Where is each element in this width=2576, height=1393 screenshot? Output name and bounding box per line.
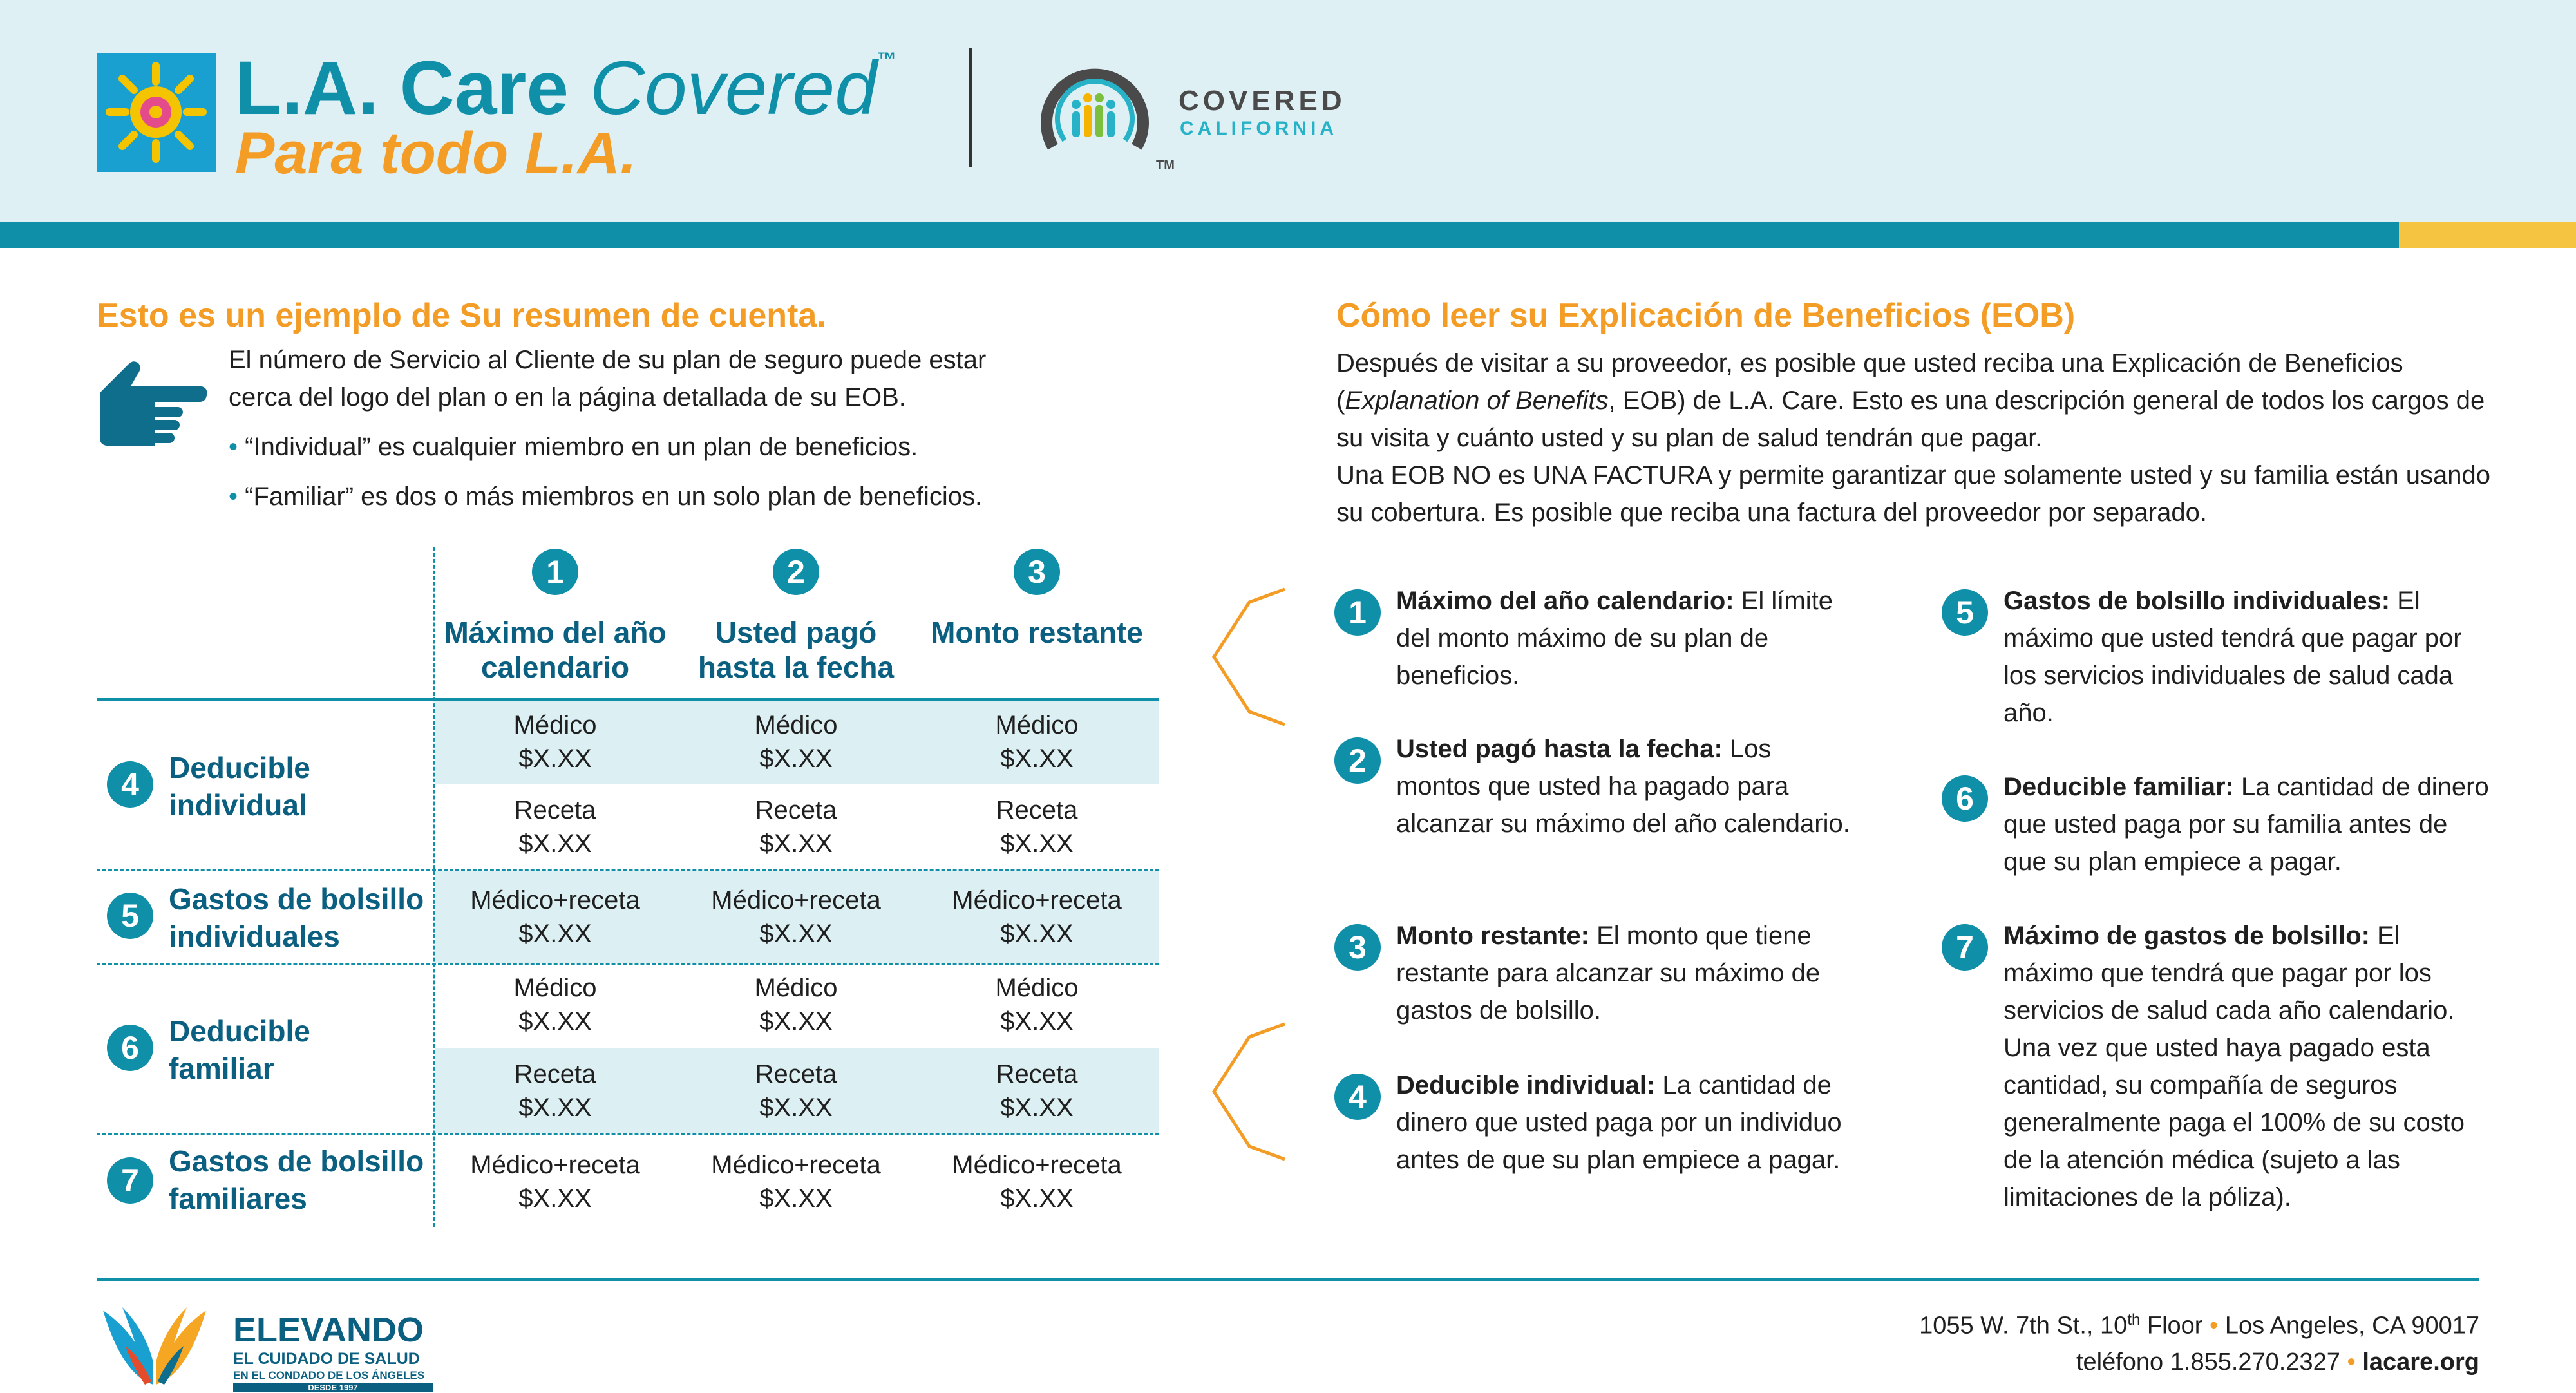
item-term: Deducible familiar: [2003,773,2234,801]
table-cell [677,708,915,775]
pointing-hand-icon [93,348,209,451]
item-desc: El monto que tiene restante para alcanzar su máximo de gastos de bolsillo. [1396,922,1821,1025]
bullet-dot: • [229,433,238,461]
separator: • [2347,1348,2356,1376]
left-section-title: Esto es un ejemplo de Su resumen de cuenta. [97,297,826,334]
cell-amount: $X.XX [759,744,833,773]
intro-note: Una EOB NO es UNA FACTURA y permite garantizar que solamente usted y su familia están usando su cobertura. Es posible que reciba una factura del proveedor por separado. [1336,461,2490,527]
cell-label: Receta [996,1060,1078,1088]
cell-amount: $X.XX [518,829,592,858]
table-cell [436,884,674,951]
table-cell [436,1057,674,1124]
cell-label: Médico+receta [711,1151,881,1179]
floor-suffix: th [2127,1311,2141,1329]
column-header-usted-pago: Usted pagó hasta la fecha [697,616,895,684]
row-label-line: familiares [169,1182,307,1215]
explanation-item [2003,917,2493,1216]
item-number-badge: 3 [1334,924,1381,971]
logo-line-since: DESDE 1997 [233,1383,433,1392]
cell-label: Médico [513,711,597,739]
sun-icon [97,53,216,172]
footer-logo-text [233,1312,433,1392]
item-term: Monto restante: [1396,922,1589,950]
row-label-gastos-familiares [169,1142,424,1217]
row-label-deducible-individual [169,749,310,824]
cell-amount: $X.XX [518,1094,592,1122]
right-intro-paragraph [1336,345,2508,531]
cell-label: Receta [996,796,1078,824]
table-cell [918,971,1156,1038]
table-cell [918,793,1156,860]
header-divider [969,48,972,167]
cell-amount: $X.XX [1000,920,1074,948]
row-label-line: familiar [169,1052,274,1085]
brand-tm: ™ [876,49,896,70]
logo-line-sub: EL CUIDADO DE SALUD [233,1350,420,1368]
cell-amount: $X.XX [759,1094,833,1122]
brand-tagline: Para todo L.A. [235,120,637,186]
table-cell [918,708,1156,775]
explanation-item [2003,582,2493,732]
cell-amount: $X.XX [759,1184,833,1213]
table-cell [436,793,674,860]
left-bullet-familiar [229,478,1066,515]
intro-text: Después de visitar a su proveedor, es posible que usted reciba una Explicación de Beneficios ( [1336,349,2403,415]
table-cell [677,884,915,951]
row-number-badge: 7 [107,1157,153,1204]
item-desc: La cantidad de dinero que usted paga por su familia antes de que su plan empiece a pagar. [2003,773,2489,876]
column-number-badge: 3 [1014,549,1060,595]
table-divider-vertical [433,547,435,1227]
row-label-deducible-familiar [169,1012,310,1087]
cell-label: Médico+receta [711,886,881,914]
item-desc: El límite del monto máximo de su plan de beneficios. [1396,587,1833,690]
intro-italic: Explanation of Benefits [1345,386,1609,415]
covered-california-tm: TM [1156,158,1175,173]
column-header-maximo: Máximo del año calendario [444,616,667,684]
bullet-dot: • [229,482,238,511]
cell-amount: $X.XX [759,920,833,948]
wings-logo-icon [97,1304,213,1388]
row-label-line: Deducible [169,751,310,784]
cell-amount: $X.XX [759,1007,833,1036]
table-inner-rule [435,784,1159,786]
logo-line-main: ELEVANDO [233,1311,424,1349]
row-label-line: Gastos de bolsillo [169,1144,424,1178]
cell-label: Médico+receta [952,886,1122,914]
item-number-badge: 6 [1942,775,1988,822]
city: Los Angeles, CA 90017 [2224,1312,2479,1340]
column-header-monto-restante: Monto restante [931,616,1143,649]
brand-name [235,46,896,131]
cell-amount: $X.XX [1000,1007,1074,1036]
california-wordmark: CALIFORNIA [1180,118,1338,139]
item-term: Gastos de bolsillo individuales: [2003,587,2391,615]
item-number-badge: 2 [1334,737,1381,784]
table-cell [677,1148,915,1215]
right-section-title: Cómo leer su Explicación de Beneficios (EOB) [1336,297,2076,334]
footer-rule [97,1278,2479,1281]
cell-amount: $X.XX [518,744,592,773]
cell-label: Receta [755,796,837,824]
bracket-arrow-icon [1211,1021,1288,1162]
item-term: Deducible individual: [1396,1071,1656,1099]
explanation-item [1396,582,1860,694]
cell-label: Médico [995,974,1079,1002]
covered-wordmark: COVERED [1179,85,1346,117]
cell-amount: $X.XX [1000,1184,1074,1213]
cell-amount: $X.XX [759,829,833,858]
separator: • [2210,1312,2219,1340]
explanation-item [1396,1066,1860,1179]
table-cell [918,884,1156,951]
cell-label: Receta [755,1060,837,1088]
cell-amount: $X.XX [1000,744,1074,773]
item-number-badge: 5 [1942,589,1988,636]
intro-text: , EOB) de L.A. Care. Esto es una descripción general de todos los cargos de su visita y cuánto usted y su plan de salud tendrán que pagar. [1336,386,2485,452]
item-term: Máximo de gastos de bolsillo: [2003,922,2370,950]
website-link[interactable]: lacare.org [2362,1348,2479,1376]
row-label-line: Deducible [169,1014,310,1048]
bracket-arrow-icon [1211,586,1288,728]
left-bullet-individual [229,428,1066,466]
table-header-rule [97,698,1159,701]
item-desc: Los montos que usted ha pagado para alcanzar su máximo del año calendario. [1396,735,1850,838]
cell-label: Médico+receta [470,1151,640,1179]
row-label-line: Gastos de bolsillo [169,882,424,916]
item-desc: El máximo que usted tendrá que pagar por los servicios individuales de salud cada año. [2003,587,2462,727]
table-cell [436,708,674,775]
header-stripe-yellow [2399,222,2576,248]
row-number-badge: 6 [107,1025,153,1071]
floor: Floor [2140,1312,2203,1340]
table-cell [677,793,915,860]
bullet-text: “Familiar” es dos o más miembros en un solo plan de beneficios. [245,482,983,511]
cell-label: Médico [754,974,838,1002]
column-number-badge: 2 [773,549,819,595]
left-intro-text: El número de Servicio al Cliente de su plan de seguro puede estar cerca del logo del plan o en la página detallada de su EOB. [229,346,987,412]
cell-label: Médico [754,711,838,739]
table-cell [677,1057,915,1124]
covered-california-logo [1034,50,1156,173]
item-desc: El máximo que tendrá que pagar por los servicios de salud cada año calendario. Una vez que usted haya pagado esta cantidad, su compañía de seguros generalmente paga el 100% de su costo de la atención médica (sujeto a las limitaciones de la póliza). [2003,922,2465,1211]
cell-amount: $X.XX [518,920,592,948]
row-number-badge: 4 [107,761,153,808]
cell-label: Médico [995,711,1079,739]
la-care-sun-logo [97,53,216,172]
explanation-item [1396,917,1860,1029]
table-cell [918,1148,1156,1215]
explanation-item [2003,768,2493,880]
street: 1055 W. 7th St., 10 [1919,1312,2128,1340]
covered-california-arc-icon [1034,50,1156,173]
contact-line [1919,1344,2479,1380]
item-number-badge: 7 [1942,924,1988,971]
item-desc: La cantidad de dinero que usted paga por un individuo antes de que su plan empiece a pagar. [1396,1071,1842,1174]
item-term: Máximo del año calendario: [1396,587,1734,615]
table-cell [918,1057,1156,1124]
column-number-badge: 1 [532,549,578,595]
cell-amount: $X.XX [518,1007,592,1036]
brand-name-bold: L.A. Care [235,46,569,131]
footer-address [1919,1302,2479,1380]
explanation-item [1396,730,1860,842]
cell-amount: $X.XX [518,1184,592,1213]
table-row-rule [97,1133,1159,1135]
row-label-line: individuales [169,920,340,953]
row-label-line: individual [169,788,307,822]
table-cell [677,971,915,1038]
table-inner-rule [435,1047,1159,1048]
table-row-rule [97,963,1159,965]
address-line [1919,1302,2479,1344]
phone: teléfono 1.855.270.2327 [2076,1348,2340,1376]
cell-label: Receta [514,1060,596,1088]
bullet-text: “Individual” es cualquier miembro en un plan de beneficios. [245,433,918,461]
cell-label: Receta [514,796,596,824]
table-cell [436,971,674,1038]
cell-label: Médico+receta [470,886,640,914]
cell-label: Médico+receta [952,1151,1122,1179]
cell-amount: $X.XX [1000,1094,1074,1122]
item-number-badge: 4 [1334,1074,1381,1120]
logo-line-sub: EN EL CONDADO DE LOS ÁNGELES [233,1369,425,1381]
brand-name-italic: Covered [589,46,877,131]
table-row-rule [97,869,1159,871]
cell-label: Médico [513,974,597,1002]
table-cell [436,1148,674,1215]
cell-amount: $X.XX [1000,829,1074,858]
row-label-gastos-individuales [169,880,424,955]
item-number-badge: 1 [1334,589,1381,636]
item-term: Usted pagó hasta la fecha: [1396,735,1723,763]
row-number-badge: 5 [107,893,153,939]
header-stripe-teal [0,222,2399,248]
